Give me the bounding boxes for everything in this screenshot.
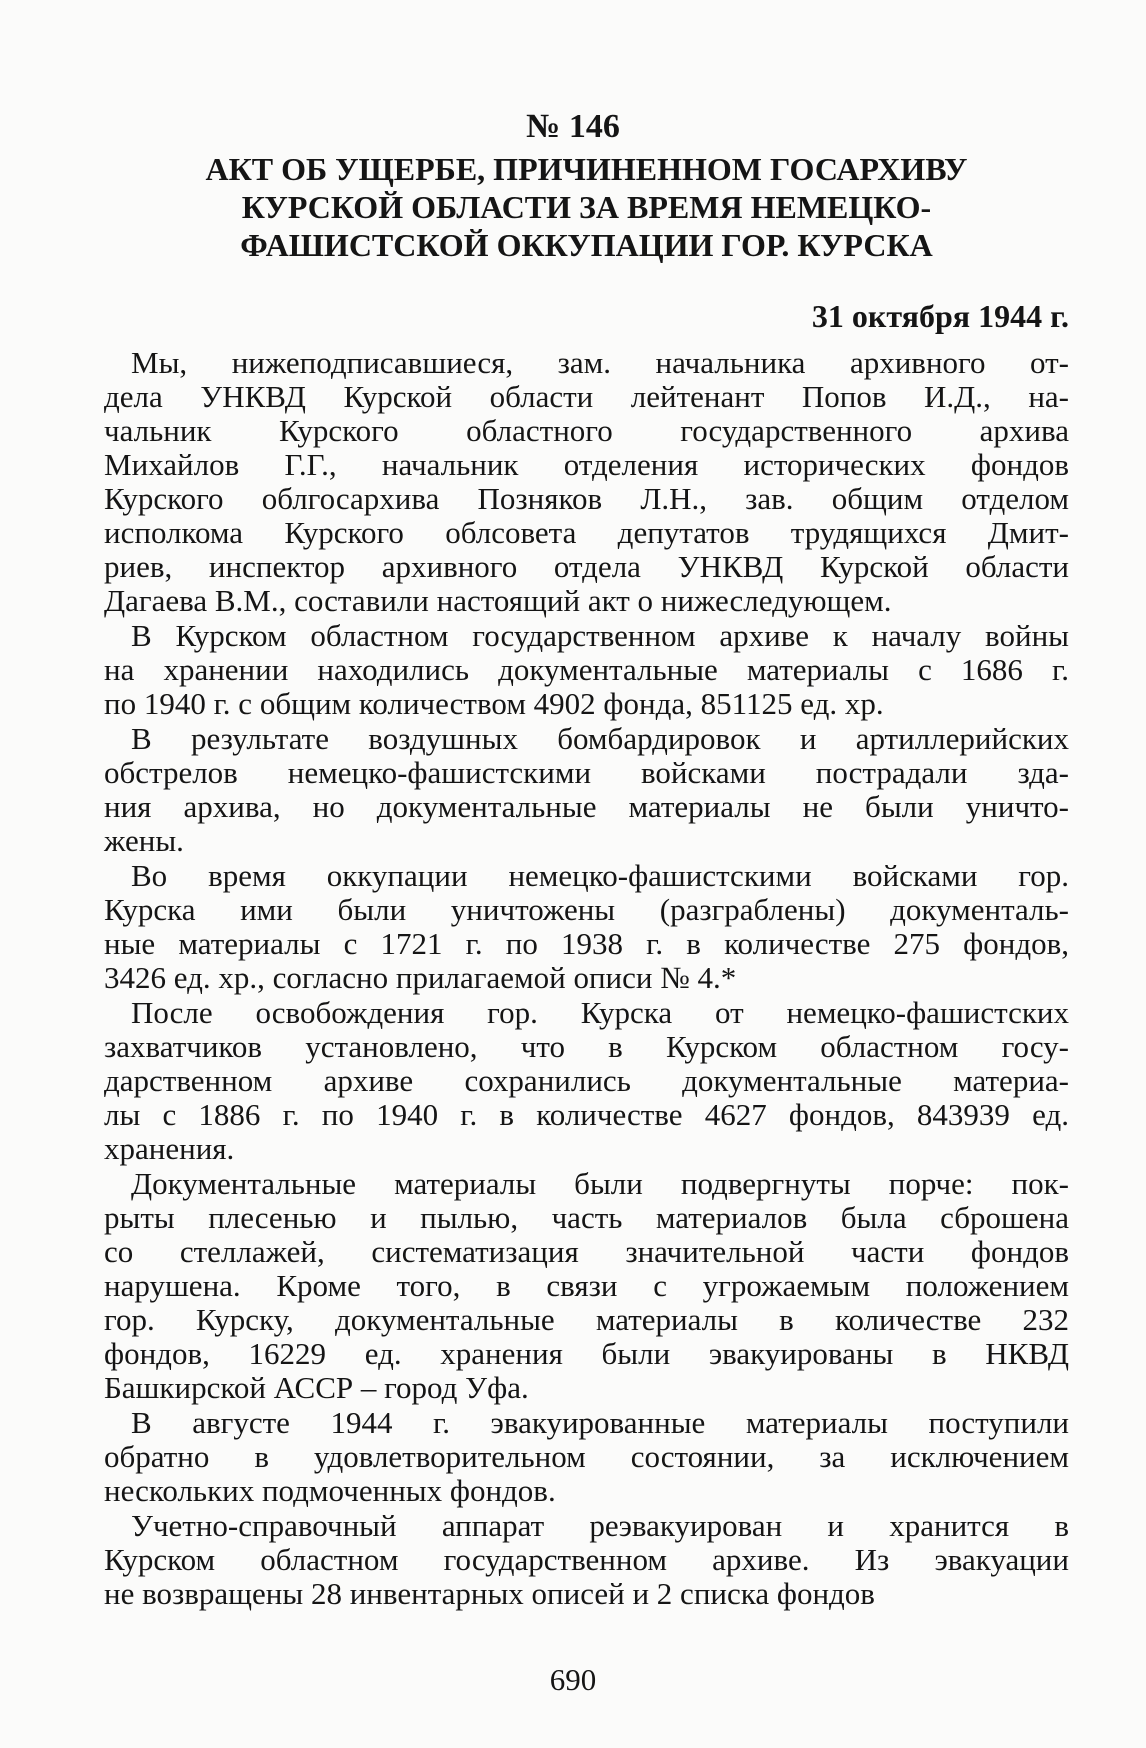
page-number: 690 xyxy=(549,1662,597,1697)
text-line: Во время оккупации немецко-фашистскими войсками гор. xyxy=(131,858,1069,893)
text-line: со стеллажей, систематизация значительной части фондов xyxy=(104,1234,1069,1269)
document-body xyxy=(104,346,1069,1612)
text-line: обстрелов немецко-фашистскими войсками пострадали зда- xyxy=(104,755,1069,790)
paragraph xyxy=(104,996,1069,1166)
text-line: Документальные материалы были подвергнуты порче: пок- xyxy=(131,1166,1069,1201)
text-line: фондов, 16229 ед. хранения были эвакуированы в НКВД xyxy=(104,1336,1069,1371)
text-line: Дагаева В.М., составили настоящий акт о нижеследующем. xyxy=(104,583,892,618)
text-line: хранения. xyxy=(104,1131,235,1166)
text-line: обратно в удовлетворительном состоянии, за исключением xyxy=(104,1439,1069,1474)
paragraph xyxy=(104,619,1069,721)
text-line: чальник Курского областного государственного архива xyxy=(104,413,1069,448)
text-line: В Курском областном государственном архиве к началу войны xyxy=(131,618,1069,653)
text-line: ные материалы с 1721 г. по 1938 г. в количестве 275 фондов, xyxy=(104,926,1069,961)
title-line: АКТ ОБ УЩЕРБЕ, ПРИЧИНЕННОМ ГОСАРХИВУ xyxy=(205,151,968,187)
text-line: Курском областном государственном архиве. Из эвакуации xyxy=(104,1542,1069,1577)
text-line: Учетно-справочный аппарат реэвакуирован и хранится в xyxy=(131,1508,1069,1543)
text-line: захватчиков установлено, что в Курском областном госу- xyxy=(104,1029,1069,1064)
text-line: гор. Курску, документальные материалы в количестве 232 xyxy=(104,1302,1069,1337)
text-line: Мы, нижеподписавшиеся, зам. начальника архивного от- xyxy=(131,345,1069,380)
document-title xyxy=(104,150,1069,264)
paragraph xyxy=(104,346,1069,618)
text-line: 3426 ед. хр., согласно прилагаемой описи № 4.* xyxy=(104,960,737,995)
text-line: по 1940 г. с общим количеством 4902 фонда, 851125 ед. хр. xyxy=(104,686,884,721)
text-line: дарственном архиве сохранились документальные материа- xyxy=(104,1063,1069,1098)
text-line: Курского облгосархива Позняков Л.Н., зав. общим отделом xyxy=(104,481,1069,516)
text-line: В результате воздушных бомбардировок и артиллерийских xyxy=(131,721,1069,756)
text-line: Михайлов Г.Г., начальник отделения исторических фондов xyxy=(104,447,1069,482)
text-line: нескольких подмоченных фондов. xyxy=(104,1473,556,1508)
title-line: КУРСКОЙ ОБЛАСТИ ЗА ВРЕМЯ НЕМЕЦКО- xyxy=(241,189,932,225)
document-date: 31 октября 1944 г. xyxy=(811,298,1069,334)
text-line: дела УНКВД Курской области лейтенант Попов И.Д., на- xyxy=(104,379,1069,414)
paragraph xyxy=(104,722,1069,858)
text-line: на хранении находились документальные материалы с 1686 г. xyxy=(104,652,1069,687)
document-number: № 146 xyxy=(526,108,620,145)
paragraph xyxy=(104,1167,1069,1405)
paragraph xyxy=(104,859,1069,995)
text-line: Башкирской АССР – город Уфа. xyxy=(104,1370,529,1405)
text-line: риев, инспектор архивного отдела УНКВД Курской области xyxy=(104,549,1069,584)
text-line: рыты плесенью и пылью, часть материалов была сброшена xyxy=(104,1200,1069,1235)
text-line: жены. xyxy=(104,823,184,858)
paragraph xyxy=(104,1406,1069,1508)
text-line: Курска ими были уничтожены (разграблены) документаль- xyxy=(104,892,1069,927)
text-line: ния архива, но документальные материалы не были уничто- xyxy=(104,789,1069,824)
text-line: не возвращены 28 инвентарных описей и 2 списка фондов xyxy=(104,1576,875,1611)
text-line: лы с 1886 г. по 1940 г. в количестве 4627 фондов, 843939 ед. xyxy=(104,1097,1069,1132)
title-line: ФАШИСТСКОЙ ОККУПАЦИИ ГОР. КУРСКА xyxy=(240,227,933,263)
paragraph xyxy=(104,1509,1069,1611)
text-line: После освобождения гор. Курска от немецко-фашистских xyxy=(131,995,1069,1030)
text-line: исполкома Курского облсовета депутатов трудящихся Дмит- xyxy=(104,515,1069,550)
text-line: нарушена. Кроме того, в связи с угрожаемым положением xyxy=(104,1268,1069,1303)
text-line: В августе 1944 г. эвакуированные материалы поступили xyxy=(131,1405,1069,1440)
